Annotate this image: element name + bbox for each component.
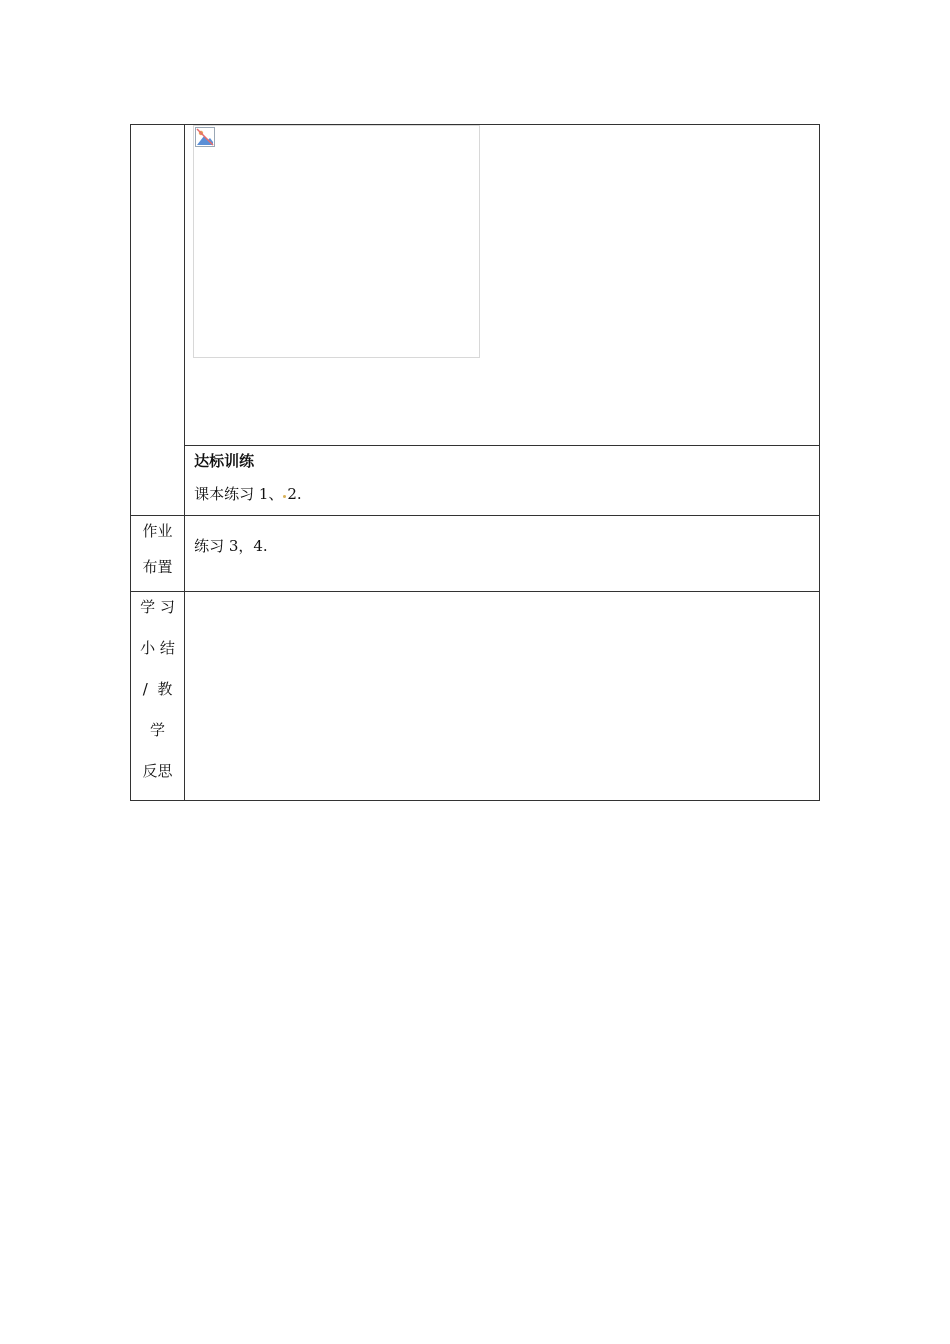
ink-mark <box>283 495 286 498</box>
homework-cell <box>185 516 820 592</box>
practice-title: 达标训练 <box>194 452 255 470</box>
reflection-label-line-2: 小 结 <box>140 639 175 657</box>
reflection-row <box>131 592 820 801</box>
homework-label-line-1: 作业 <box>142 522 173 540</box>
image-placeholder <box>193 125 480 358</box>
practice-row <box>131 446 820 516</box>
lesson-plan-table <box>130 124 820 801</box>
practice-text-before: 课本练习 1、 <box>194 485 284 503</box>
reflection-label-line-1: 学 习 <box>140 598 175 616</box>
homework-text: 练习 3，4. <box>194 537 268 555</box>
figure-row-label-cell <box>131 125 185 516</box>
reflection-label-cell <box>131 592 185 801</box>
practice-text <box>194 484 819 504</box>
practice-text-after: 2. <box>287 485 302 503</box>
broken-image-icon <box>195 127 215 147</box>
practice-cell <box>185 446 820 516</box>
reflection-cell <box>185 592 820 801</box>
homework-label-line-2: 布置 <box>142 558 173 576</box>
figure-cell <box>185 125 820 446</box>
reflection-label-line-5: 反思 <box>142 762 173 780</box>
reflection-label-line-4: 学 <box>150 721 166 739</box>
homework-label-cell <box>131 516 185 592</box>
reflection-label-line-3: / 教 <box>142 680 173 698</box>
homework-row <box>131 516 820 592</box>
figure-row <box>131 125 820 446</box>
